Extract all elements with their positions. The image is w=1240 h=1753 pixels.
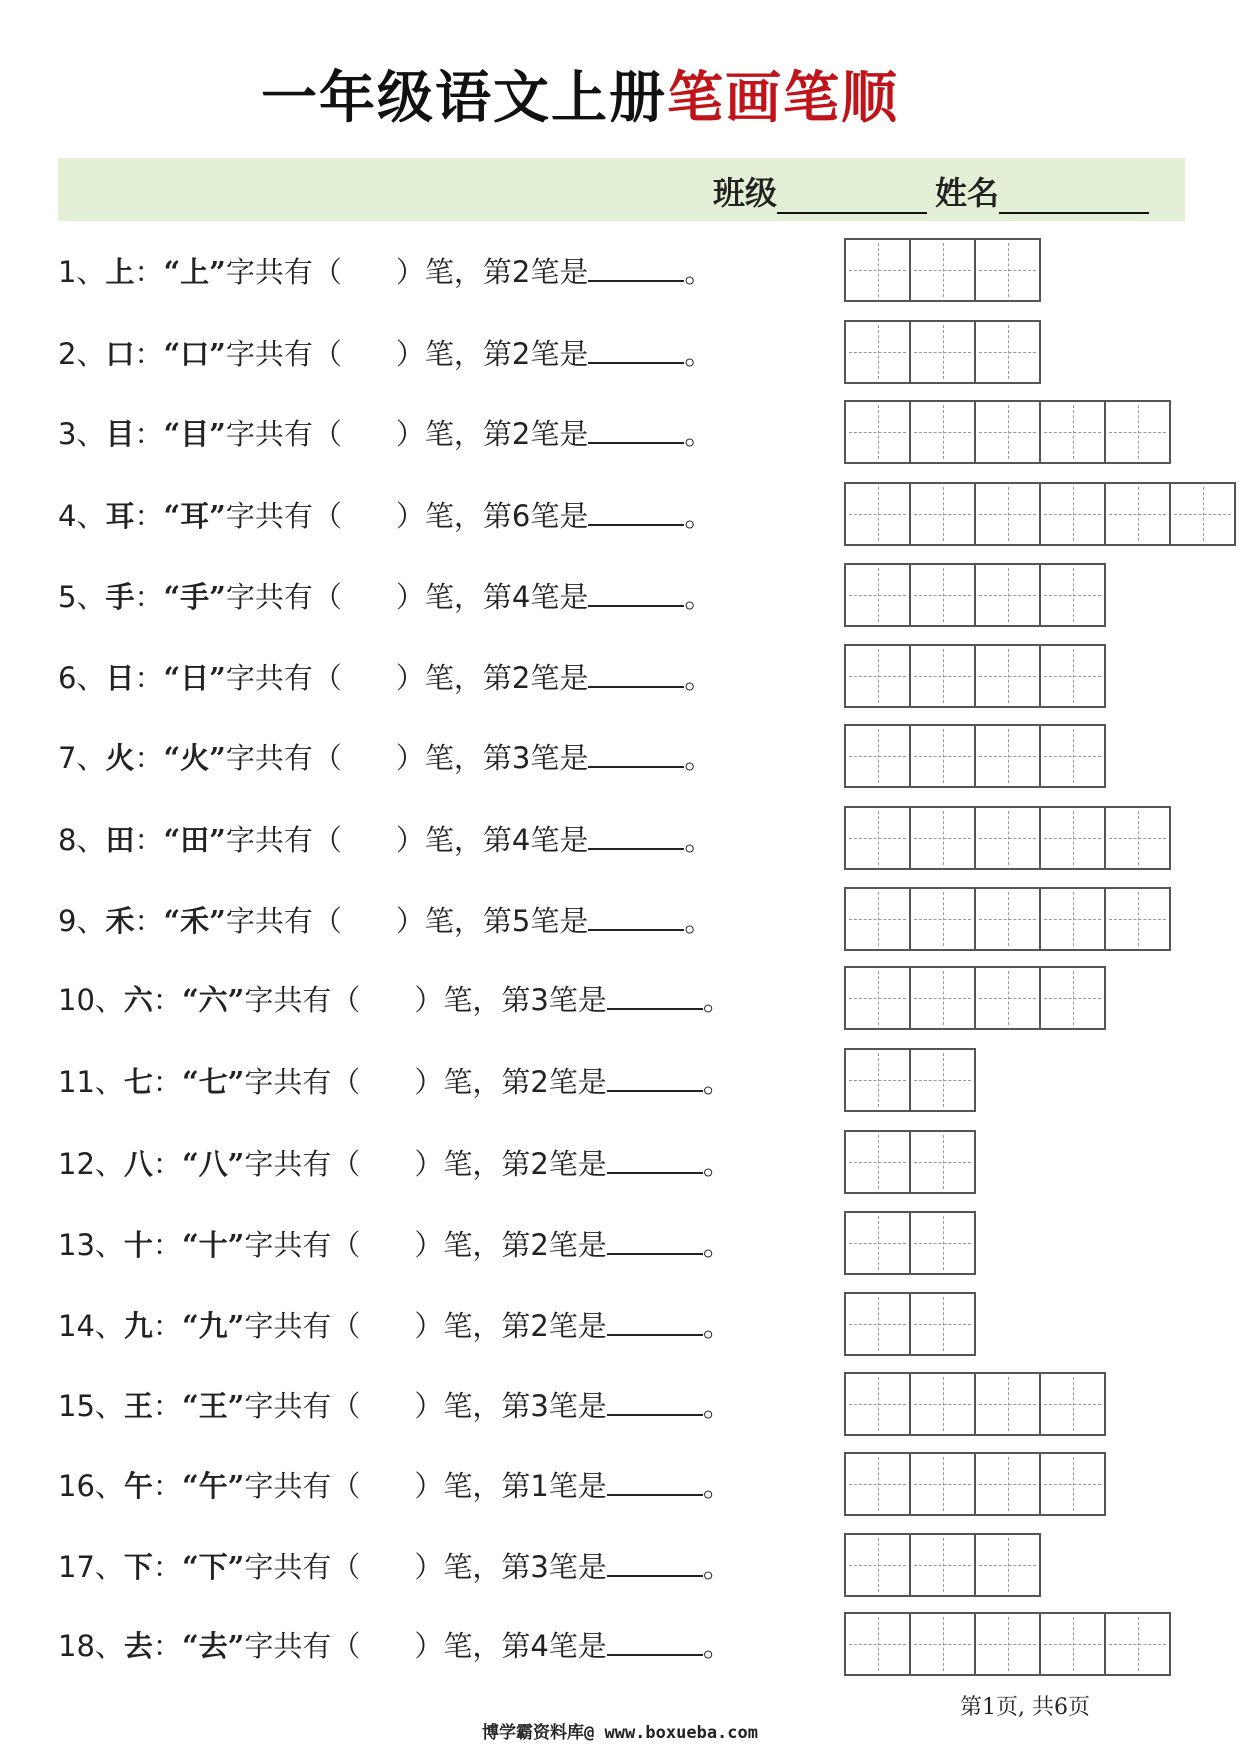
period: 。 [702, 1389, 732, 1423]
question-char: 去 [123, 1629, 153, 1663]
tianzige-cell[interactable] [846, 644, 911, 708]
class-field[interactable] [777, 178, 927, 214]
question-prompt-3: 笔是 [530, 741, 589, 775]
question-number: 2、 [58, 337, 106, 371]
question-prompt-3: 笔是 [548, 1629, 607, 1663]
tianzige-cell[interactable] [846, 1372, 911, 1436]
question-char: 日 [105, 661, 135, 695]
question-number: 8、 [58, 823, 106, 857]
question-number: 4、 [58, 499, 106, 533]
writing-grid [844, 238, 1041, 302]
period: 。 [684, 661, 714, 695]
question-prompt-2: ）笔，第 [414, 1550, 531, 1584]
tianzige-cell[interactable] [1106, 1612, 1171, 1676]
question-prompt-2: ）笔，第 [414, 1309, 531, 1343]
question-prompt-3: 笔是 [548, 1065, 607, 1099]
tianzige-cell[interactable] [911, 1372, 976, 1436]
tianzige-cell[interactable] [911, 1211, 976, 1275]
tianzige-cell[interactable] [976, 238, 1041, 302]
class-label: 班级 [712, 174, 777, 212]
colon: ： [134, 255, 164, 289]
stroke-answer-blank[interactable] [588, 334, 684, 364]
question-number: 14、 [58, 1309, 124, 1343]
tianzige-cell[interactable] [846, 1292, 911, 1356]
period: 。 [702, 1309, 732, 1343]
question-prompt: 字共有（ [244, 1147, 361, 1181]
stroke-index: 3 [530, 983, 549, 1017]
period: 。 [702, 1469, 732, 1503]
quoted-char: “八” [181, 1147, 245, 1181]
tianzige-cell[interactable] [846, 400, 911, 464]
writing-grid [844, 482, 1236, 546]
question-prompt-2: ）笔，第 [414, 1629, 531, 1663]
tianzige-cell[interactable] [1041, 1612, 1106, 1676]
question-char: 耳 [105, 499, 135, 533]
question-char: 八 [123, 1147, 153, 1181]
title-main: 一年级语文上册 [261, 65, 667, 131]
tianzige-cell[interactable] [976, 1372, 1041, 1436]
question-prompt-2: ）笔，第 [414, 1389, 531, 1423]
question-char: 禾 [105, 904, 135, 938]
question-char: 田 [105, 823, 135, 857]
stroke-index: 2 [511, 255, 531, 289]
page-title [0, 58, 1200, 138]
question-prompt-2: ）笔，第 [395, 741, 512, 775]
tianzige-cell[interactable] [976, 320, 1041, 384]
question-prompt-3: 笔是 [530, 580, 589, 614]
tianzige-cell[interactable] [911, 966, 976, 1030]
colon: ： [152, 983, 182, 1017]
writing-grid [844, 1130, 976, 1194]
stroke-answer-blank[interactable] [607, 1626, 703, 1656]
question-text [58, 1225, 732, 1263]
writing-grid [844, 1048, 976, 1112]
question-prompt-2: ）笔，第 [395, 255, 512, 289]
stroke-index: 2 [511, 661, 531, 695]
tianzige-cell[interactable] [1171, 482, 1236, 546]
tianzige-cell[interactable] [1041, 400, 1106, 464]
writing-grid [844, 1612, 1171, 1676]
question-prompt: 字共有（ [244, 1629, 361, 1663]
tianzige-cell[interactable] [846, 724, 911, 788]
tianzige-cell[interactable] [1106, 400, 1171, 464]
tianzige-cell[interactable] [846, 1130, 911, 1194]
question-char: 目 [105, 417, 135, 451]
question-prompt-3: 笔是 [530, 823, 589, 857]
question-prompt-3: 笔是 [548, 1389, 607, 1423]
question-prompt-2: ）笔，第 [414, 1228, 531, 1262]
question-number: 18、 [58, 1629, 124, 1663]
question-number: 3、 [58, 417, 106, 451]
question-prompt-3: 笔是 [530, 337, 589, 371]
tianzige-cell[interactable] [1106, 887, 1171, 951]
writing-grid [844, 1372, 1106, 1436]
question-prompt: 字共有（ [225, 499, 342, 533]
tianzige-cell[interactable] [1041, 966, 1106, 1030]
quoted-char: “火” [163, 741, 226, 775]
question-prompt-3: 笔是 [530, 417, 589, 451]
question-prompt: 字共有（ [225, 255, 342, 289]
tianzige-cell[interactable] [1041, 1372, 1106, 1436]
period: 。 [702, 1065, 732, 1099]
quoted-char: “七” [181, 1065, 245, 1099]
question-prompt-3: 笔是 [530, 904, 589, 938]
name-label: 姓名 [934, 174, 999, 212]
stroke-answer-blank[interactable] [607, 1306, 703, 1336]
question-number: 5、 [58, 580, 106, 614]
question-text [58, 1626, 732, 1664]
question-prompt-3: 笔是 [548, 1309, 607, 1343]
tianzige-cell[interactable] [911, 887, 976, 951]
stroke-answer-blank[interactable] [607, 1466, 703, 1496]
tianzige-cell[interactable] [1041, 644, 1106, 708]
stroke-answer-blank[interactable] [588, 738, 684, 768]
question-prompt: 字共有（ [244, 983, 361, 1017]
tianzige-cell[interactable] [846, 1612, 911, 1676]
tianzige-cell[interactable] [846, 806, 911, 870]
tianzige-cell[interactable] [976, 1612, 1041, 1676]
question-prompt-3: 笔是 [548, 983, 607, 1017]
period: 。 [684, 417, 714, 451]
question-prompt-2: ）笔，第 [414, 1147, 531, 1181]
tianzige-cell[interactable] [911, 1130, 976, 1194]
question-text [58, 1144, 732, 1182]
question-prompt: 字共有（ [225, 661, 342, 695]
colon: ： [152, 1389, 182, 1423]
tianzige-cell[interactable] [976, 1452, 1041, 1516]
quoted-char: “手” [163, 580, 226, 614]
header-band [58, 158, 1185, 221]
tianzige-cell[interactable] [911, 400, 976, 464]
tianzige-cell[interactable] [846, 1452, 911, 1516]
question-char: 九 [123, 1309, 153, 1343]
tianzige-cell[interactable] [846, 1533, 911, 1597]
stroke-answer-blank[interactable] [607, 1225, 703, 1255]
question-prompt-2: ）笔，第 [395, 499, 512, 533]
question-char: 上 [105, 255, 135, 289]
writing-grid [844, 1533, 1041, 1597]
period: 。 [684, 741, 714, 775]
tianzige-cell[interactable] [1041, 482, 1106, 546]
stroke-index: 2 [530, 1065, 549, 1099]
tianzige-cell[interactable] [846, 1211, 911, 1275]
question-number: 9、 [58, 904, 106, 938]
tianzige-cell[interactable] [1041, 887, 1106, 951]
question-number: 6、 [58, 661, 106, 695]
stroke-answer-blank[interactable] [607, 1144, 703, 1174]
colon: ： [134, 417, 164, 451]
period: 。 [684, 580, 714, 614]
quoted-char: “六” [181, 983, 245, 1017]
period: 。 [684, 337, 714, 371]
question-prompt-3: 笔是 [548, 1228, 607, 1262]
question-number: 15、 [58, 1389, 124, 1423]
question-char: 下 [123, 1550, 153, 1584]
tianzige-cell[interactable] [846, 1048, 911, 1112]
question-prompt: 字共有（ [225, 823, 342, 857]
question-number: 17、 [58, 1550, 124, 1584]
tianzige-cell[interactable] [911, 238, 976, 302]
colon: ： [152, 1309, 182, 1343]
question-prompt: 字共有（ [225, 417, 342, 451]
question-text [58, 658, 713, 696]
writing-grid [844, 1292, 976, 1356]
period: 。 [702, 983, 732, 1017]
writing-grid [844, 806, 1171, 870]
question-char: 王 [123, 1389, 153, 1423]
colon: ： [134, 741, 164, 775]
tianzige-cell[interactable] [1106, 482, 1171, 546]
stroke-answer-blank[interactable] [588, 901, 684, 931]
stroke-index: 5 [511, 904, 531, 938]
colon: ： [152, 1065, 182, 1099]
question-number: 13、 [58, 1228, 124, 1262]
tianzige-cell[interactable] [1106, 806, 1171, 870]
question-prompt-3: 笔是 [530, 255, 589, 289]
period: 。 [702, 1550, 732, 1584]
question-prompt: 字共有（ [244, 1228, 361, 1262]
question-prompt: 字共有（ [225, 337, 342, 371]
question-text [58, 577, 713, 615]
stroke-answer-blank[interactable] [588, 577, 684, 607]
question-text [58, 1547, 732, 1585]
tianzige-cell[interactable] [911, 724, 976, 788]
question-char: 七 [123, 1065, 153, 1099]
quoted-char: “王” [181, 1389, 245, 1423]
tianzige-cell[interactable] [976, 724, 1041, 788]
tianzige-cell[interactable] [846, 563, 911, 627]
question-prompt-2: ）笔，第 [395, 823, 512, 857]
question-prompt-3: 笔是 [548, 1550, 607, 1584]
question-prompt-2: ）笔，第 [395, 580, 512, 614]
tianzige-cell[interactable] [911, 1452, 976, 1516]
quoted-char: “下” [181, 1550, 245, 1584]
question-prompt-3: 笔是 [548, 1469, 607, 1503]
quoted-char: “田” [163, 823, 226, 857]
stroke-index: 2 [530, 1147, 549, 1181]
question-text [58, 334, 713, 372]
question-number: 12、 [58, 1147, 124, 1181]
tianzige-cell[interactable] [1041, 806, 1106, 870]
tianzige-cell[interactable] [976, 644, 1041, 708]
period: 。 [684, 904, 714, 938]
quoted-char: “口” [163, 337, 226, 371]
question-number: 7、 [58, 741, 106, 775]
question-prompt-2: ）笔，第 [414, 1469, 531, 1503]
writing-grid [844, 966, 1106, 1030]
tianzige-cell[interactable] [911, 644, 976, 708]
stroke-answer-blank[interactable] [607, 1547, 703, 1577]
title-highlight: 笔画笔顺 [667, 65, 899, 131]
question-text [58, 1386, 732, 1424]
question-text [58, 901, 713, 939]
question-prompt: 字共有（ [244, 1065, 361, 1099]
question-text [58, 414, 713, 452]
stroke-index: 4 [511, 823, 531, 857]
tianzige-cell[interactable] [1041, 563, 1106, 627]
question-prompt-2: ）笔，第 [395, 337, 512, 371]
colon: ： [152, 1147, 182, 1181]
tianzige-cell[interactable] [846, 482, 911, 546]
question-prompt-2: ）笔，第 [414, 983, 531, 1017]
colon: ： [134, 823, 164, 857]
stroke-index: 2 [530, 1309, 549, 1343]
tianzige-cell[interactable] [976, 482, 1041, 546]
colon: ： [134, 499, 164, 533]
question-prompt-2: ）笔，第 [395, 417, 512, 451]
question-prompt-3: 笔是 [548, 1147, 607, 1181]
stroke-answer-blank[interactable] [588, 658, 684, 688]
question-prompt: 字共有（ [225, 580, 342, 614]
writing-grid [844, 887, 1171, 951]
tianzige-cell[interactable] [911, 563, 976, 627]
source-watermark: 博学霸资料库@ www.boxueba.com [482, 1723, 758, 1743]
stroke-index: 2 [511, 417, 531, 451]
question-text [58, 980, 732, 1018]
name-field[interactable] [999, 178, 1149, 214]
stroke-index: 4 [511, 580, 531, 614]
colon: ： [152, 1629, 182, 1663]
quoted-char: “去” [181, 1629, 245, 1663]
tianzige-cell[interactable] [846, 966, 911, 1030]
question-number: 11、 [58, 1065, 124, 1099]
stroke-answer-blank[interactable] [588, 252, 684, 282]
question-prompt-2: ）笔，第 [395, 904, 512, 938]
tianzige-cell[interactable] [911, 1292, 976, 1356]
stroke-answer-blank[interactable] [607, 1386, 703, 1416]
question-text [58, 1466, 732, 1504]
quoted-char: “禾” [163, 904, 226, 938]
colon: ： [152, 1228, 182, 1262]
question-prompt: 字共有（ [244, 1469, 361, 1503]
colon: ： [152, 1469, 182, 1503]
quoted-char: “十” [181, 1228, 245, 1262]
period: 。 [684, 823, 714, 857]
stroke-index: 3 [530, 1550, 549, 1584]
writing-grid [844, 563, 1106, 627]
quoted-char: “午” [181, 1469, 245, 1503]
question-char: 火 [105, 741, 135, 775]
question-prompt: 字共有（ [244, 1550, 361, 1584]
stroke-answer-blank[interactable] [588, 820, 684, 850]
question-number: 16、 [58, 1469, 124, 1503]
question-prompt-3: 笔是 [530, 499, 589, 533]
stroke-index: 2 [530, 1228, 549, 1262]
question-text [58, 1062, 732, 1100]
tianzige-cell[interactable] [911, 482, 976, 546]
stroke-index: 6 [511, 499, 531, 533]
question-prompt-2: ）笔，第 [395, 661, 512, 695]
writing-grid [844, 1211, 976, 1275]
tianzige-cell[interactable] [976, 887, 1041, 951]
period: 。 [684, 255, 714, 289]
writing-grid [844, 320, 1041, 384]
tianzige-cell[interactable] [976, 806, 1041, 870]
tianzige-cell[interactable] [911, 1612, 976, 1676]
question-char: 手 [105, 580, 135, 614]
stroke-answer-blank[interactable] [607, 1062, 703, 1092]
question-number: 10、 [58, 983, 124, 1017]
page-number: 第1页, 共6页 [960, 1695, 1090, 1720]
stroke-answer-blank[interactable] [607, 980, 703, 1010]
question-text [58, 820, 713, 858]
stroke-index: 3 [511, 741, 531, 775]
period: 。 [702, 1228, 732, 1262]
question-text [58, 496, 713, 534]
tianzige-cell[interactable] [846, 887, 911, 951]
writing-grid [844, 1452, 1106, 1516]
student-info [713, 168, 1149, 214]
tianzige-cell[interactable] [846, 238, 911, 302]
stroke-answer-blank[interactable] [588, 414, 684, 444]
tianzige-cell[interactable] [976, 400, 1041, 464]
question-text [58, 738, 713, 776]
question-prompt: 字共有（ [225, 904, 342, 938]
colon: ： [134, 337, 164, 371]
colon: ： [134, 580, 164, 614]
tianzige-cell[interactable] [976, 1533, 1041, 1597]
tianzige-cell[interactable] [911, 1533, 976, 1597]
question-prompt-2: ）笔，第 [414, 1065, 531, 1099]
tianzige-cell[interactable] [1041, 1452, 1106, 1516]
stroke-answer-blank[interactable] [588, 496, 684, 526]
question-char: 午 [123, 1469, 153, 1503]
question-prompt: 字共有（ [244, 1389, 361, 1423]
question-number: 1、 [58, 255, 106, 289]
question-char: 口 [105, 337, 135, 371]
tianzige-cell[interactable] [911, 1048, 976, 1112]
period: 。 [702, 1629, 732, 1663]
colon: ： [134, 661, 164, 695]
stroke-index: 2 [511, 337, 531, 371]
tianzige-cell[interactable] [1041, 724, 1106, 788]
tianzige-cell[interactable] [911, 320, 976, 384]
writing-grid [844, 644, 1106, 708]
question-prompt: 字共有（ [225, 741, 342, 775]
colon: ： [152, 1550, 182, 1584]
question-char: 六 [123, 983, 153, 1017]
quoted-char: “耳” [163, 499, 226, 533]
stroke-index: 3 [530, 1389, 549, 1423]
writing-grid [844, 400, 1171, 464]
stroke-index: 4 [530, 1629, 549, 1663]
quoted-char: “上” [163, 255, 226, 289]
quoted-char: “目” [163, 417, 226, 451]
tianzige-cell[interactable] [976, 966, 1041, 1030]
writing-grid [844, 724, 1106, 788]
quoted-char: “日” [163, 661, 226, 695]
tianzige-cell[interactable] [976, 563, 1041, 627]
tianzige-cell[interactable] [846, 320, 911, 384]
period: 。 [684, 499, 714, 533]
quoted-char: “九” [181, 1309, 245, 1343]
question-text [58, 1306, 732, 1344]
period: 。 [702, 1147, 732, 1181]
tianzige-cell[interactable] [911, 806, 976, 870]
stroke-index: 1 [530, 1469, 549, 1503]
question-prompt-3: 笔是 [530, 661, 589, 695]
question-text [58, 252, 713, 290]
question-char: 十 [123, 1228, 153, 1262]
question-prompt: 字共有（ [244, 1309, 361, 1343]
colon: ： [134, 904, 164, 938]
